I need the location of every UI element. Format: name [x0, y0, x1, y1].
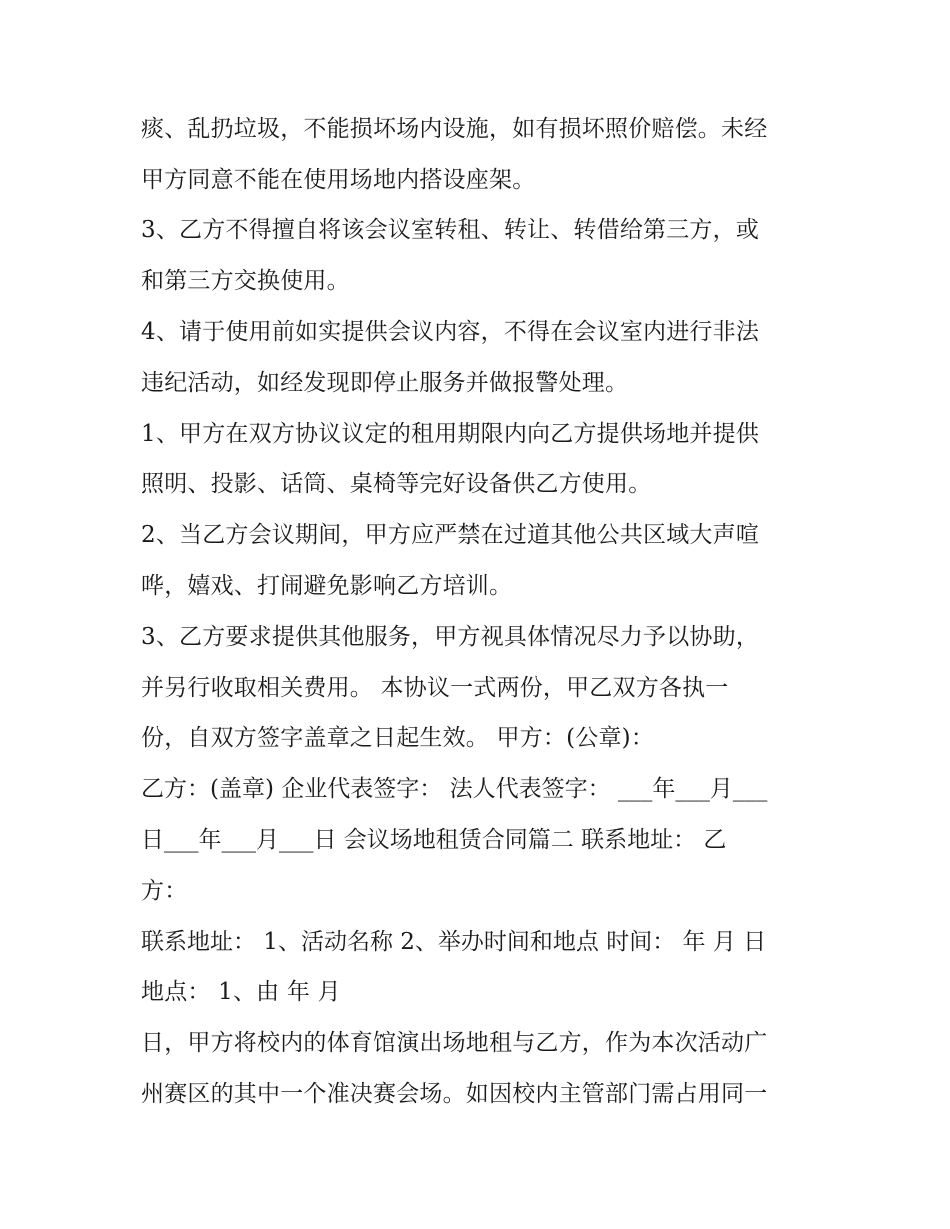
text-line: 日，甲方将校内的体育馆演出场地租与乙方，作为本次活动广	[141, 1030, 768, 1056]
text-line: 地点： 1、由 年 月	[141, 979, 341, 1005]
text-line: 3、乙方不得擅自将该会议室转租、转让、转借给第三方，或	[141, 217, 760, 243]
text-line: 方：	[141, 878, 188, 904]
text-line: 违纪活动，如经发现即停止服务并做报警处理。	[141, 370, 629, 396]
text-line: 州赛区的其中一个准决赛会场。如因校内主管部门需占用同一	[141, 1081, 768, 1107]
text-line: 痰、乱扔垃圾，不能损坏场内设施，如有损坏照价赔偿。未经	[141, 116, 768, 142]
text-line: 甲方同意不能在使用场地内搭设座架。	[141, 167, 536, 193]
text-line: 份，自双方签字盖章之日起生效。 甲方：(公章)：	[141, 725, 655, 751]
text-line: 联系地址： 1、活动名称 2、举办时间和地点 时间： 年 月 日	[141, 929, 767, 955]
text-line: 并另行收取相关费用。 本协议一式两份，甲乙双方各执一	[141, 675, 729, 701]
text-line: 1、甲方在双方协议议定的租用期限内向乙方提供场地并提供	[141, 421, 760, 447]
text-line: 和第三方交换使用。	[141, 268, 350, 294]
text-line: 3、乙方要求提供其他服务，甲方视具体情况尽力予以协助，	[141, 624, 760, 650]
text-line: 照明、投影、话筒、桌椅等完好设备供乙方使用。	[141, 471, 652, 497]
text-line: 乙方：(盖章) 企业代表签字： 法人代表签字： ___年___月___	[141, 776, 768, 802]
text-line: 哗，嬉戏、打闹避免影响乙方培训。	[141, 573, 513, 599]
text-line: 4、请于使用前如实提供会议内容，不得在会议室内进行非法	[141, 319, 760, 345]
text-line: 日___年___月___日 会议场地租赁合同篇二 联系地址： 乙	[141, 827, 727, 853]
text-line: 2、当乙方会议期间，甲方应严禁在过道其他公共区域大声喧	[141, 522, 760, 548]
